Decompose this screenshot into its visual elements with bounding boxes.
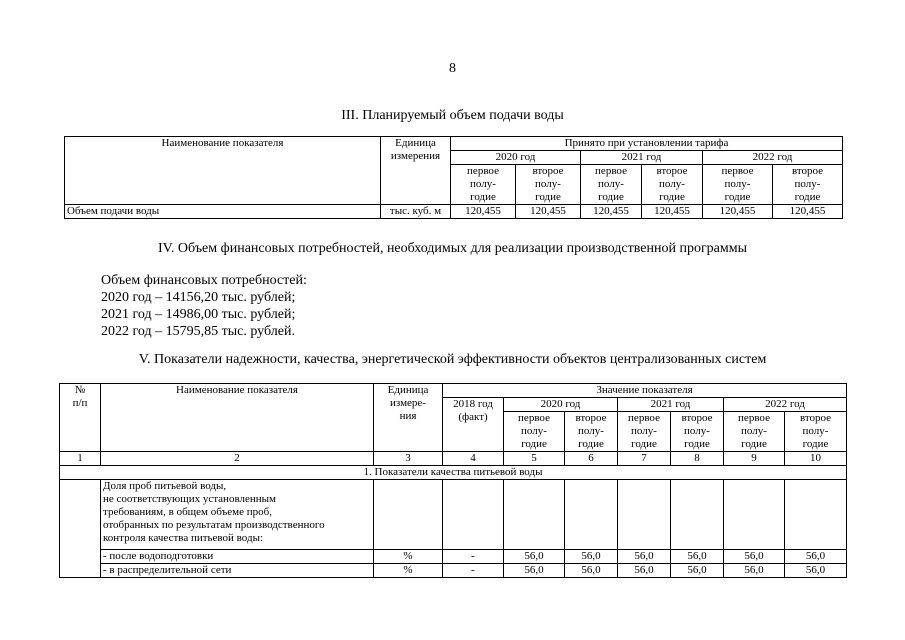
header-year: 2021 год bbox=[618, 398, 724, 412]
section3-title: III. Планируемый объем подачи воды bbox=[341, 108, 564, 123]
empty-cell bbox=[60, 564, 101, 578]
row-value: 120,455 bbox=[451, 205, 516, 219]
header-tariff-group: Принято при установлении тарифа bbox=[451, 137, 843, 151]
header-half-first: первое полу- годие bbox=[724, 412, 785, 452]
header-year: 2022 год bbox=[703, 151, 843, 165]
header-half-first: первое полу- годие bbox=[504, 412, 565, 452]
column-number: 2 bbox=[101, 452, 374, 466]
group-title: 1. Показатели качества питьевой воды bbox=[60, 466, 847, 480]
table-row bbox=[60, 564, 847, 578]
row-value: 120,455 bbox=[773, 205, 843, 219]
empty-cell bbox=[60, 480, 101, 550]
row-name: Объем подачи воды bbox=[65, 205, 381, 219]
header-year: 2021 год bbox=[581, 151, 703, 165]
finance-line: 2021 год – 14986,00 тыс. рублей; bbox=[101, 307, 296, 322]
header-year: 2022 год bbox=[724, 398, 847, 412]
row-value: 120,455 bbox=[581, 205, 642, 219]
empty-cell bbox=[671, 480, 724, 550]
header-half-first: первое полу- годие bbox=[451, 165, 516, 205]
column-number-row bbox=[60, 452, 847, 466]
empty-cell bbox=[504, 480, 565, 550]
header-half-first: первое полу- годие bbox=[581, 165, 642, 205]
table-row bbox=[60, 550, 847, 564]
row-base: - bbox=[443, 550, 504, 564]
row-value: 56,0 bbox=[618, 564, 671, 578]
row-value: 56,0 bbox=[724, 564, 785, 578]
header-unit-col: Единица измере- ния bbox=[374, 384, 443, 452]
header-half-second: второе полу- годие bbox=[671, 412, 724, 452]
reliability-table bbox=[59, 383, 847, 578]
column-number: 6 bbox=[565, 452, 618, 466]
table-row bbox=[65, 205, 843, 219]
row-value: 120,455 bbox=[703, 205, 773, 219]
header-value-group: Значение показателя bbox=[443, 384, 847, 398]
empty-cell bbox=[565, 480, 618, 550]
finance-line: Объем финансовых потребностей: bbox=[101, 273, 307, 288]
empty-cell bbox=[618, 480, 671, 550]
column-number: 8 bbox=[671, 452, 724, 466]
column-number: 7 bbox=[618, 452, 671, 466]
header-base-year: 2018 год (факт) bbox=[443, 398, 504, 452]
row-value: 120,455 bbox=[516, 205, 581, 219]
row-unit: % bbox=[374, 564, 443, 578]
row-value: 56,0 bbox=[618, 550, 671, 564]
row-name: - после водоподготовки bbox=[101, 550, 374, 564]
row-name: - в распределительной сети bbox=[101, 564, 374, 578]
indicator-row bbox=[60, 480, 847, 550]
header-num-col: № п/п bbox=[60, 384, 101, 452]
water-supply-table bbox=[64, 136, 843, 219]
row-value: 56,0 bbox=[671, 564, 724, 578]
empty-cell bbox=[443, 480, 504, 550]
section4-title: IV. Объем финансовых потребностей, необходимых для реализации производственной программы bbox=[157, 241, 748, 256]
header-half-second: второе полу- годие bbox=[785, 412, 847, 452]
header-name-col: Наименование показателя bbox=[101, 384, 374, 452]
header-half-first: первое полу- годие bbox=[703, 165, 773, 205]
column-number: 4 bbox=[443, 452, 504, 466]
header-half-second: второе полу- годие bbox=[516, 165, 581, 205]
row-value: 120,455 bbox=[642, 205, 703, 219]
header-half-second: второе полу- годие bbox=[565, 412, 618, 452]
header-half-second: второе полу- годие bbox=[773, 165, 843, 205]
row-value: 56,0 bbox=[565, 564, 618, 578]
page-number: 8 bbox=[449, 61, 456, 76]
column-number: 1 bbox=[60, 452, 101, 466]
row-value: 56,0 bbox=[565, 550, 618, 564]
row-unit: тыс. куб. м bbox=[381, 205, 451, 219]
indicator-name: Доля проб питьевой воды, не соответствующих установленным требованиям, в общем объеме проб, отобранных по результатам производственного контроля качества питьевой воды: bbox=[101, 480, 374, 550]
finance-line: 2022 год – 15795,85 тыс. рублей. bbox=[101, 324, 295, 339]
row-value: 56,0 bbox=[504, 564, 565, 578]
row-value: 56,0 bbox=[504, 550, 565, 564]
row-value: 56,0 bbox=[785, 564, 847, 578]
section5-title: V. Показатели надежности, качества, энергетической эффективности объектов централизованных систем bbox=[138, 352, 767, 367]
header-year: 2020 год bbox=[451, 151, 581, 165]
row-unit: % bbox=[374, 550, 443, 564]
empty-cell bbox=[60, 550, 101, 564]
header-half-first: первое полу- годие bbox=[618, 412, 671, 452]
column-number: 9 bbox=[724, 452, 785, 466]
empty-cell bbox=[724, 480, 785, 550]
row-value: 56,0 bbox=[724, 550, 785, 564]
header-name-col: Наименование показателя bbox=[65, 137, 381, 205]
row-value: 56,0 bbox=[671, 550, 724, 564]
header-year: 2020 год bbox=[504, 398, 618, 412]
empty-cell bbox=[374, 480, 443, 550]
row-base: - bbox=[443, 564, 504, 578]
finance-line: 2020 год – 14156,20 тыс. рублей; bbox=[101, 290, 296, 305]
row-value: 56,0 bbox=[785, 550, 847, 564]
header-half-second: второе полу- годие bbox=[642, 165, 703, 205]
header-unit-col: Единица измерения bbox=[381, 137, 451, 205]
column-number: 3 bbox=[374, 452, 443, 466]
column-number: 10 bbox=[785, 452, 847, 466]
empty-cell bbox=[785, 480, 847, 550]
column-number: 5 bbox=[504, 452, 565, 466]
